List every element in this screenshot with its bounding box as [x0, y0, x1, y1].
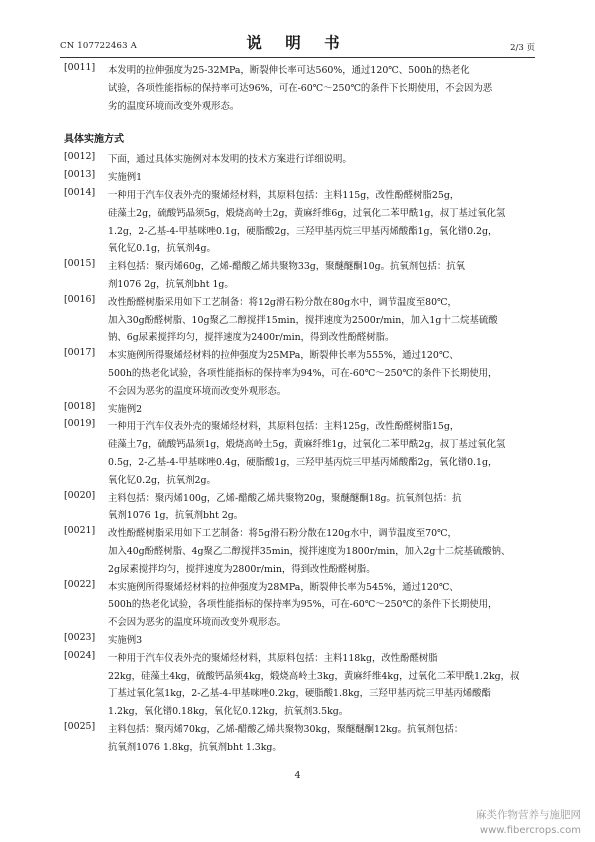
- paragraph-line: 1.2g，2-乙基-4-甲基咪唑0.1g，硬脂酸2g，三羟甲基丙烷三甲基丙烯酸酯1g，氧化镨0.2g，: [108, 225, 498, 237]
- paragraph-line: 剂1076 2g，抗氧剂bht 1g。: [108, 278, 234, 290]
- paragraph-line: 不会因为恶劣的温度环境而改变外观形态。: [108, 385, 287, 397]
- paragraph-line: 本实施例所得聚烯烃材料的拉伸强度为25MPa，断裂伸长率为555%，通过120℃、: [108, 350, 459, 362]
- paragraph-line: 氧化钇0.1g，抗氧剂4g。: [108, 243, 216, 255]
- paragraph-number: [0015]: [64, 258, 96, 270]
- paragraph-line: 一种用于汽车仪表外壳的聚烯烃材料，其原料包括：主料125g，改性酚醛树脂15g，: [108, 421, 460, 433]
- paragraph-number: [0018]: [64, 400, 96, 412]
- paragraph-line: 改性酚醛树脂采用如下工艺制备：将12g滑石粉分散在80g水中，调节温度至80℃，: [108, 296, 457, 308]
- page-header: [60, 30, 535, 56]
- paragraph-line: 丁基过氧化氢1kg，2-乙基-4-甲基咪唑0.2kg，硬脂酸1.8kg，三羟甲基丙烷三甲基丙烯酸酯: [108, 688, 491, 700]
- document-body: [64, 62, 535, 756]
- header-divider: [60, 57, 535, 58]
- section-heading: 具体实施方式: [64, 134, 124, 146]
- paragraph-line: 本实施例所得聚烯烃材料的拉伸强度为28MPa，断裂伸长率为545%，通过120℃、: [108, 581, 459, 593]
- paragraph-line: 抗氧剂1076 1.8kg，抗氧剂bht 1.3kg。: [108, 741, 282, 753]
- document-number: CN 107722463 A: [60, 41, 137, 51]
- paragraph: [64, 579, 535, 632]
- page-number: 4: [294, 770, 301, 781]
- paragraph-line: 一种用于汽车仪表外壳的聚烯烃材料，其原料包括：主料115g，改性酚醛树脂25g，: [108, 189, 460, 201]
- paragraph-line: 改性酚醛树脂采用如下工艺制备：将5g滑石粉分散在120g水中，调节温度至70℃，: [108, 528, 457, 540]
- paragraph-number: [0021]: [64, 525, 96, 537]
- paragraph-line: 2g尿素搅拌均匀，搅拌速度为2800r/min，得到改性酚醛树脂。: [108, 563, 376, 575]
- paragraph-line: 主料包括：聚丙烯70kg，乙烯-醋酸乙烯共聚物30kg，聚醚醚酮12kg。抗氧剂包括：: [108, 723, 464, 735]
- paragraph-number: [0014]: [64, 186, 96, 198]
- paragraph: [64, 525, 535, 578]
- paragraph-line: 500h的热老化试验，各项性能指标的保持率为95%，可在-60℃～250℃的条件下长期使用，: [108, 599, 498, 611]
- paragraph-line: 氧化钇0.2g，抗氧剂2g。: [108, 474, 216, 486]
- paragraph-line: 一种用于汽车仪表外壳的聚烯烃材料，其原料包括：主料118kg，改性酚醛树脂: [108, 652, 438, 664]
- paragraph-line: 加入30g酚醛树脂、10g聚乙二醇搅拌15min，搅拌速度为2500r/min，加入1g十二烷基硫酸: [108, 314, 498, 326]
- paragraph-number: [0019]: [64, 418, 96, 430]
- paragraph-line: 氧剂1076 1g，抗氧剂bht 2g。: [108, 510, 244, 522]
- paragraph-number: [0017]: [64, 347, 96, 359]
- paragraph-line: 不会因为恶劣的温度环境而改变外观形态。: [108, 617, 287, 629]
- paragraph-line: 硅藻土2g，硫酸钙晶须5g，煅烧高岭土2g，黄麻纤维6g，过氧化二苯甲酰1g，叔丁基过氧化氢: [108, 207, 506, 219]
- paragraph: [64, 169, 535, 187]
- paragraph: [64, 490, 535, 526]
- paragraph-line: 22kg，硅藻土4kg，硫酸钙晶须4kg，煅烧高岭土3kg，黄麻纤维4kg，过氧化二苯甲酰1.2kg，叔: [108, 670, 520, 682]
- paragraph-number: [0013]: [64, 169, 96, 181]
- paragraph: [64, 632, 535, 650]
- paragraph-line: 实施例2: [108, 403, 143, 415]
- paragraph: [64, 294, 535, 347]
- paragraph-line: 下面，通过具体实施例对本发明的技术方案进行详细说明。: [108, 154, 352, 166]
- watermark-site-name: 麻类作物营养与施肥网: [476, 809, 581, 821]
- watermark: [476, 808, 581, 838]
- paragraph-number: [0025]: [64, 720, 96, 732]
- paragraph-line: 主料包括：聚丙烯60g，乙烯-醋酸乙烯共聚物33g，聚醚醚酮10g。抗氧剂包括：抗氧: [108, 261, 465, 273]
- paragraph-line: 本发明的拉伸强度为25-32MPa，断裂伸长率可达560%，通过120℃、500h的热老化: [108, 65, 470, 76]
- paragraph: [64, 347, 535, 400]
- paragraph: [64, 151, 535, 169]
- paragraph-line: 1.2kg，氧化镨0.18kg，氧化钇0.12kg，抗氧剂3.5kg。: [108, 706, 349, 718]
- paragraph-line: 劣的温度环境而改变外观形态。: [108, 100, 240, 112]
- paragraph-number: [0023]: [64, 631, 96, 643]
- document-title: 说 明 书: [246, 34, 349, 52]
- paragraph-line: 硅藻土7g，硫酸钙晶须1g，煅烧高岭土5g，黄麻纤维1g，过氧化二苯甲酰2g，叔丁基过氧化氢: [108, 439, 506, 451]
- paragraph-line: 试验，各项性能指标的保持率可达96%，可在-60℃～250℃的条件下长期使用，不会因为恶: [108, 82, 493, 94]
- paragraph: [64, 418, 535, 489]
- paragraph-line: 主料包括：聚丙烯100g，乙烯-醋酸乙烯共聚物20g，聚醚醚酮18g。抗氧剂包括：抗: [108, 492, 462, 504]
- page-indicator: 2/3 页: [510, 43, 535, 53]
- paragraph-line: 加入40g酚醛树脂、4g聚乙二醇搅拌35min，搅拌速度为1800r/min，加入2g十二烷基硫酸钠、: [108, 545, 511, 557]
- paragraph-line: 500h的热老化试验，各项性能指标的保持率为94%，可在-60℃～250℃的条件下长期使用，: [108, 367, 498, 379]
- paragraph-number: [0011]: [64, 62, 96, 73]
- paragraph: [64, 401, 535, 419]
- paragraph: [64, 258, 535, 294]
- paragraph: [64, 62, 535, 115]
- paragraph-line: 0.5g，2-乙基-4-甲基咪唑0.4g，硬脂酸1g，三羟甲基丙烷三甲基丙烯酸酯2g，氧化镨0.1g，: [108, 456, 498, 468]
- paragraph-number: [0012]: [64, 151, 96, 163]
- watermark-url: www.fibercrops.com: [479, 825, 581, 836]
- paragraph: [64, 187, 535, 258]
- paragraph-line: 实施例1: [108, 172, 143, 184]
- paragraph-number: [0022]: [64, 578, 96, 590]
- paragraph-number: [0020]: [64, 489, 96, 501]
- paragraph: [64, 650, 535, 721]
- paragraph-number: [0024]: [64, 649, 96, 661]
- paragraph-number: [0016]: [64, 293, 96, 305]
- paragraph: [64, 721, 535, 757]
- paragraph-line: 钠、6g尿素搅拌均匀，搅拌速度为2400r/min，得到改性酚醛树脂。: [108, 332, 395, 344]
- paragraph-line: 实施例3: [108, 634, 143, 646]
